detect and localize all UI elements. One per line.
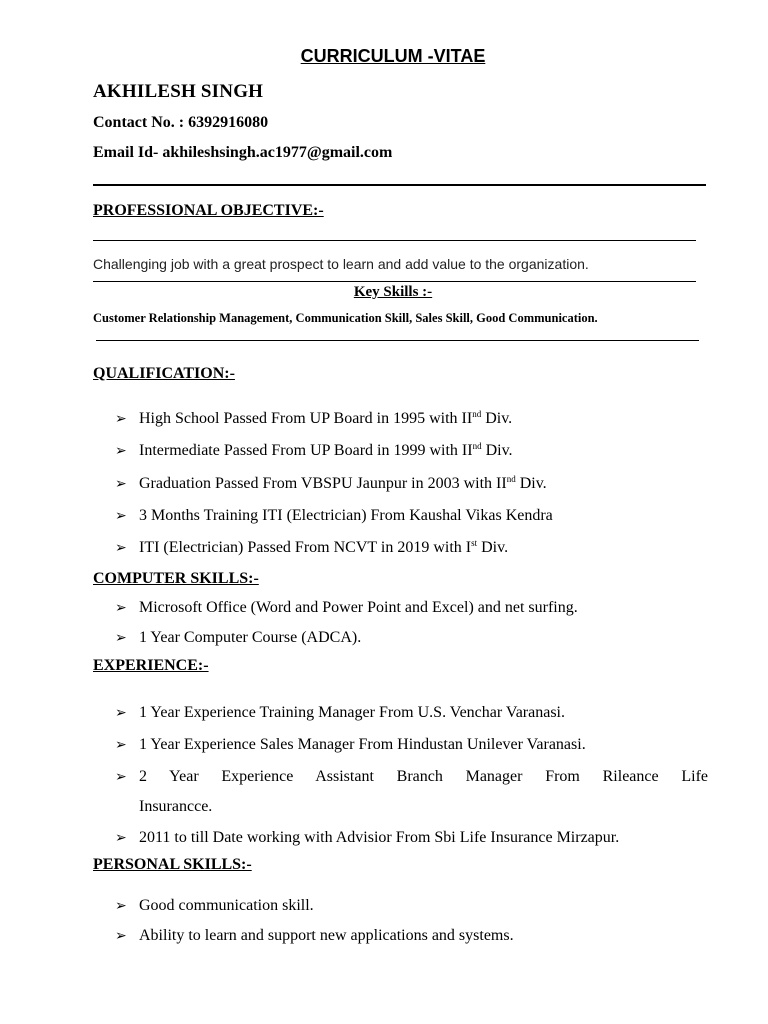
list-item-text: Graduation Passed From VBSPU Jaunpur in 2003 with II bbox=[139, 475, 507, 492]
list-item-text: 2 Year Experience Assistant Branch Manager From Rileance Life bbox=[139, 768, 708, 785]
list-item-text: 1 Year Experience Training Manager From U.S. Venchar Varanasi. bbox=[139, 704, 565, 721]
objective-divider-top bbox=[93, 240, 696, 241]
arrowhead-bullet-icon: ➢ bbox=[115, 600, 127, 616]
objective-text: Challenging job with a great prospect to learn and add value to the organization. bbox=[93, 256, 589, 272]
objective-divider-bottom bbox=[93, 281, 696, 282]
objective-heading: PROFESSIONAL OBJECTIVE:- bbox=[93, 202, 324, 219]
arrowhead-bullet-icon: ➢ bbox=[115, 769, 127, 785]
header-divider bbox=[93, 184, 706, 186]
superscript: st bbox=[471, 538, 478, 548]
arrowhead-bullet-icon: ➢ bbox=[115, 705, 127, 721]
list-item-text: Intermediate Passed From UP Board in 1999 with II bbox=[139, 442, 473, 459]
experience-heading: EXPERIENCE:- bbox=[93, 657, 209, 674]
list-item-text: Good communication skill. bbox=[139, 897, 314, 914]
list-item-text: Microsoft Office (Word and Power Point and Excel) and net surfing. bbox=[139, 599, 578, 616]
arrowhead-bullet-icon: ➢ bbox=[115, 443, 127, 459]
superscript: nd bbox=[506, 474, 516, 484]
arrowhead-bullet-icon: ➢ bbox=[115, 411, 127, 427]
list-item-text: 2011 to till Date working with Advisior From Sbi Life Insurance Mirzapur. bbox=[139, 829, 620, 846]
arrowhead-bullet-icon: ➢ bbox=[115, 928, 127, 944]
list-item-suffix: Div. bbox=[481, 442, 513, 459]
list-item-text: Ability to learn and support new applications and systems. bbox=[139, 927, 514, 944]
candidate-name: AKHILESH SINGH bbox=[93, 81, 264, 102]
qualification-heading: QUALIFICATION:- bbox=[93, 365, 235, 382]
key-skills-text: Customer Relationship Management, Communication Skill, Sales Skill, Good Communication. bbox=[93, 311, 598, 325]
list-item-suffix: Div. bbox=[477, 539, 509, 556]
arrowhead-bullet-icon: ➢ bbox=[115, 630, 127, 646]
list-item-suffix: Div. bbox=[481, 410, 513, 427]
superscript: nd bbox=[472, 441, 482, 451]
list-item-text: High School Passed From UP Board in 1995 with II bbox=[139, 410, 473, 427]
arrowhead-bullet-icon: ➢ bbox=[115, 830, 127, 846]
list-item-text: 1 Year Experience Sales Manager From Hindustan Unilever Varanasi. bbox=[139, 736, 586, 753]
personal-skills-heading: PERSONAL SKILLS:- bbox=[93, 856, 252, 873]
list-item-text: 1 Year Computer Course (ADCA). bbox=[139, 629, 362, 646]
contact-number: Contact No. : 6392916080 bbox=[93, 114, 269, 131]
document-title: CURRICULUM -VITAE bbox=[300, 46, 486, 66]
superscript: nd bbox=[472, 409, 482, 419]
list-item-suffix: Div. bbox=[515, 475, 547, 492]
list-item-text: Insurancce. bbox=[139, 798, 213, 815]
list-item-text: 3 Months Training ITI (Electrician) From Kaushal Vikas Kendra bbox=[139, 507, 553, 524]
arrowhead-bullet-icon: ➢ bbox=[115, 737, 127, 753]
arrowhead-bullet-icon: ➢ bbox=[115, 898, 127, 914]
arrowhead-bullet-icon: ➢ bbox=[115, 476, 127, 492]
list-item-text: ITI (Electrician) Passed From NCVT in 2019 with I bbox=[139, 539, 472, 556]
key-skills-heading: Key Skills :- bbox=[353, 284, 433, 300]
computer-skills-heading: COMPUTER SKILLS:- bbox=[93, 570, 259, 587]
email-address: Email Id- akhileshsingh.ac1977@gmail.com bbox=[93, 144, 393, 161]
arrowhead-bullet-icon: ➢ bbox=[115, 508, 127, 524]
arrowhead-bullet-icon: ➢ bbox=[115, 540, 127, 556]
key-skills-divider bbox=[96, 340, 699, 341]
